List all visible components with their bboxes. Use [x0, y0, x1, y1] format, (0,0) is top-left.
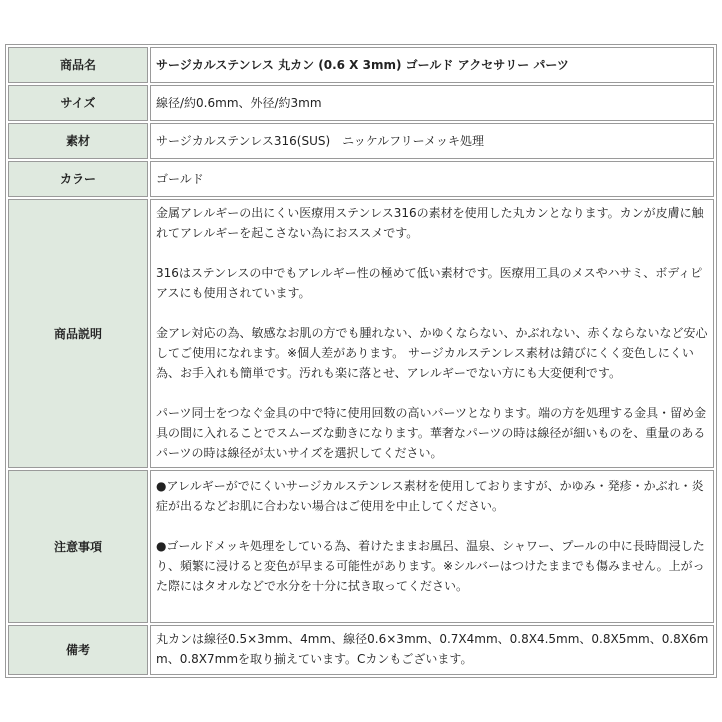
description-paragraph: 316はステンレスの中でもアレルギー性の極めて低い素材です。医療用工具のメスやハサミ、ボディピアスにも使用されています。 — [156, 266, 703, 300]
row-material — [8, 123, 714, 159]
value-description — [150, 199, 714, 468]
remarks-text: 丸カンは線径0.5×3mm、4mm、線径0.6×3mm、0.7X4mm、0.8X4.5mm、0.8X5mm、0.8X6mm、0.8X7mmを取り揃えています。Cカンもございます。 — [156, 632, 709, 666]
label-size: サイズ — [8, 85, 148, 121]
value-product-name: サージカルステンレス 丸カン (0.6 X 3mm) ゴールド アクセサリー パーツ — [150, 47, 714, 83]
value-notes — [150, 470, 714, 623]
value-color: ゴールド — [150, 161, 714, 197]
description-paragraph: 金アレ対応の為、敏感なお肌の方でも腫れない、かゆくならない、かぶれない、赤くならないなど安心してご使用になれます。※個人差があります。 サージカルステンレス素材は錆びにくく変色しにくい為、お手入れも簡単です。汚れも楽に落とせ、アレルギーでない方にも大変便利です。 — [156, 326, 708, 380]
row-product-name — [8, 47, 714, 83]
row-size — [8, 85, 714, 121]
row-description — [8, 199, 714, 468]
value-size: 線径/約0.6mm、外径/約3mm — [150, 85, 714, 121]
value-remarks — [150, 625, 714, 675]
label-description: 商品説明 — [8, 199, 148, 468]
description-paragraph: 金属アレルギーの出にくい医療用ステンレス316の素材を使用した丸カンとなります。カンが皮膚に触れてアレルギーを起こさない為におススメです。 — [156, 206, 704, 240]
notes-paragraph: ●アレルギーがでにくいサージカルステンレス素材を使用しておりますが、かゆみ・発疹・かぶれ・炎症が出るなどお肌に合わない場合はご使用を中止してください。 — [156, 479, 704, 513]
product-spec-table — [5, 44, 717, 678]
label-product-name: 商品名 — [8, 47, 148, 83]
label-material: 素材 — [8, 123, 148, 159]
description-paragraph: パーツ同士をつなぐ金具の中で特に使用回数の高いパーツとなります。端の方を処理する金具・留め金具の間に入れることでスムーズな動きになります。華奢なパーツの時は線径が細いものを、重量のあるパーツの時は線径が太いサイズを選択してください。 — [156, 406, 707, 460]
row-color — [8, 161, 714, 197]
row-remarks — [8, 625, 714, 675]
label-remarks: 備考 — [8, 625, 148, 675]
notes-paragraph: ●ゴールドメッキ処理をしている為、着けたままお風呂、温泉、シャワー、プールの中に長時間浸したり、頻繁に浸けると変色が早まる可能性があります。※シルバーはつけたままでも傷みません。上がった際にはタオルなどで水分を十分に拭き取ってください。 — [156, 539, 705, 593]
row-notes — [8, 470, 714, 623]
label-notes: 注意事項 — [8, 470, 148, 623]
label-color: カラー — [8, 161, 148, 197]
value-material: サージカルステンレス316(SUS) ニッケルフリーメッキ処理 — [150, 123, 714, 159]
